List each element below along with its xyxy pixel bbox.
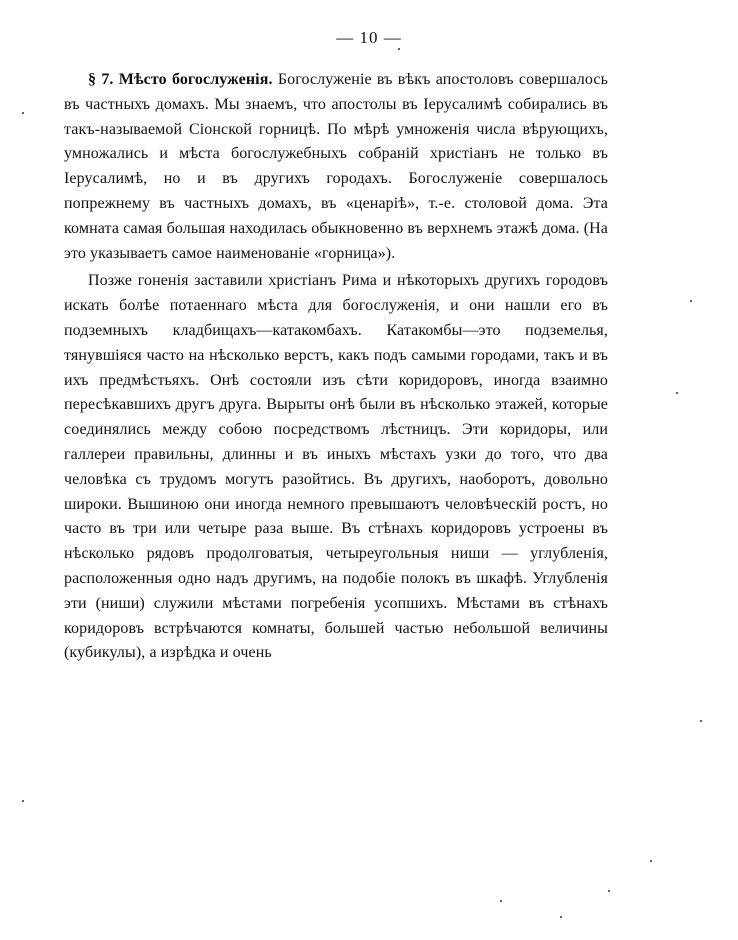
scan-speck (608, 890, 610, 892)
section-7-body: Богослуженіе въ вѣкъ апостоловъ совершалось въ частныхъ домахъ. Мы знаемъ, что апостолы въ Іерусалимѣ собирались въ такъ-называемой Сіонской горницѣ. По мѣрѣ умноженія числа вѣрующихъ, умножались и мѣста богослужебныхъ собраній христіанъ не только въ Іерусалимѣ, но и въ другихъ городахъ. Богослуженіе совершалось попрежнему въ частныхъ домахъ, въ «ценаріѣ», т.-е. столовой дома. Эта комната самая большая находилась обыкновенно въ верхнемъ этажѣ дома. (На это указываетъ самое наименованіе «горница»). (64, 71, 608, 262)
scan-speck (690, 300, 692, 302)
text-column (64, 68, 608, 666)
scan-speck (22, 800, 24, 802)
scan-speck (560, 916, 562, 918)
scan-speck (398, 48, 400, 50)
catacombs-paragraph: Позже гоненія заставили христіанъ Рима и нѣкоторыхъ другихъ городовъ искать болѣе потаеннаго мѣста для богослуженія, и они нашли его въ подземныхъ кладбищахъ—катакомбахъ. Катакомбы—это подземелья, тянувшіяся часто на нѣсколько верстъ, какъ подъ самыми городами, такъ и въ ихъ предмѣстьяхъ. Онѣ состояли изъ сѣти коридоровъ, иногда взаимно пересѣкавшихъ другъ друга. Вырыты онѣ были въ нѣсколько этажей, которые соединялись между собою посредствомъ лѣстницъ. Эти коридоры, или галлереи правильны, длинны и въ иныхъ мѣстахъ узки до того, что два человѣка съ трудомъ могутъ разойтись. Въ другихъ, наоборотъ, довольно широки. Вышиною они иногда немного превышаютъ человѣческій ростъ, но часто въ три или четыре раза выше. Въ стѣнахъ коридоровъ устроены въ нѣсколько рядовъ продолговатыя, четыреугольныя ниши — углубленія, расположенныя одно надъ другимъ, на подобіе полокъ въ шкафѣ. Углубленія эти (ниши) служили мѣстами погребенія усопшихъ. Мѣстами въ стѣнахъ коридоровъ встрѣчаются комнаты, большей частью небольшой величины (кубикулы), а изрѣдка и очень (64, 272, 608, 662)
scan-speck (650, 860, 652, 862)
scan-speck (22, 112, 24, 114)
page-number: — 10 — (336, 28, 402, 47)
scan-speck (500, 900, 502, 902)
scan-speck (700, 720, 702, 722)
scan-speck (676, 392, 678, 394)
section-7-paragraph (64, 68, 608, 266)
section-heading: § 7. Мѣсто богослуженія. (88, 71, 273, 88)
